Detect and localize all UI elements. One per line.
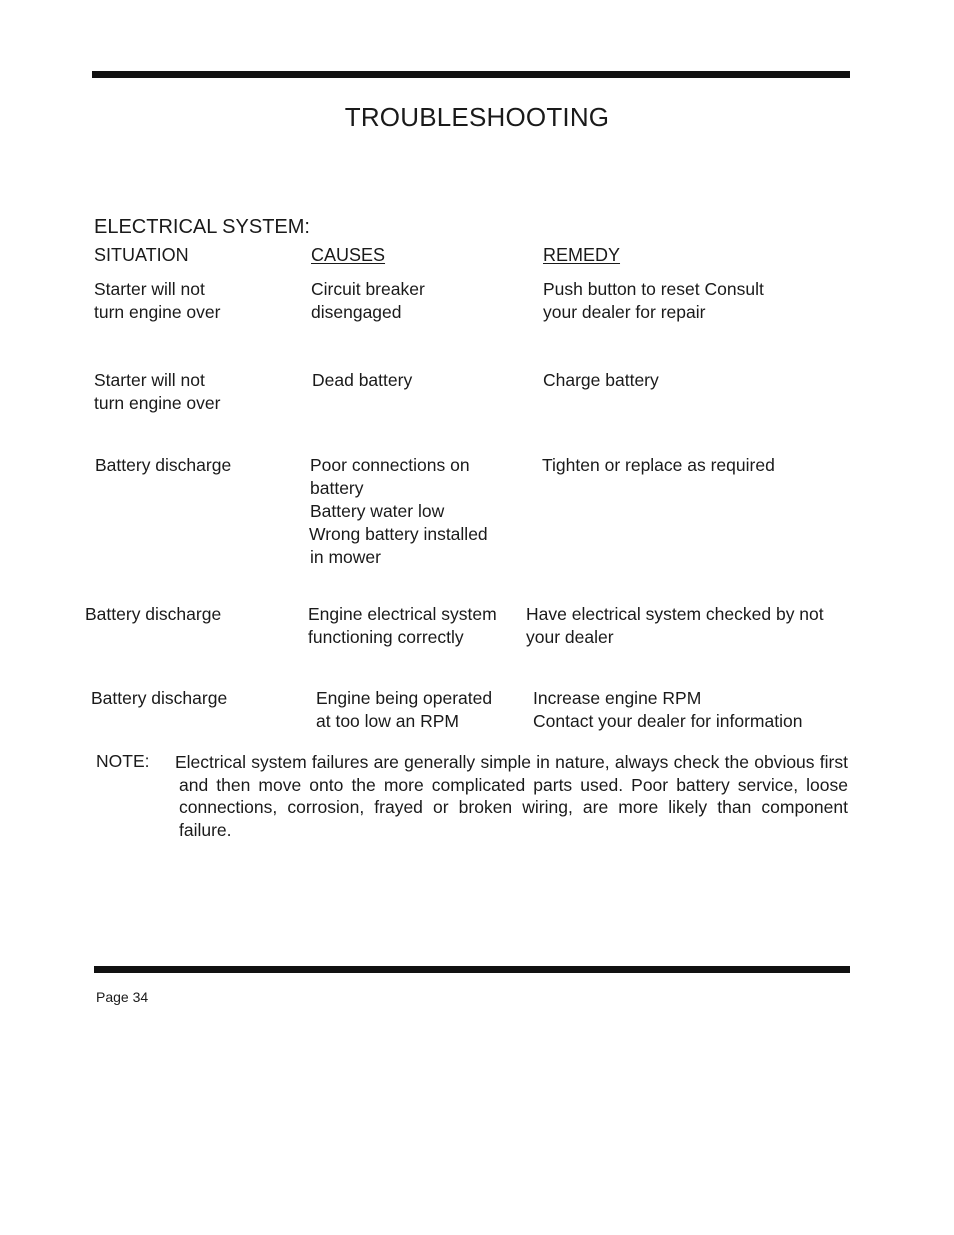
row-5-remedy-line-1: Increase engine RPM (533, 688, 702, 708)
row-4-causes-line-1: Engine electrical system (308, 604, 497, 624)
row-4-situation-line-1: Battery discharge (85, 604, 222, 624)
row-3-situation-line-1: Battery discharge (95, 455, 232, 475)
row-4-causes-line-2: functioning correctly (308, 627, 464, 647)
row-5-situation-line-1: Battery discharge (91, 688, 228, 708)
row-1-situation-line-2: turn engine over (94, 302, 221, 322)
row-2-causes (312, 369, 412, 392)
row-3-causes-line-2: battery (310, 478, 364, 498)
row-1-situation (94, 278, 220, 324)
row-1-remedy (543, 278, 764, 324)
row-1-remedy-line-2: your dealer for repair (543, 302, 706, 322)
row-3-causes (310, 454, 488, 569)
row-3-causes-line-5: in mower (310, 547, 381, 567)
page-title: TROUBLESHOOTING (344, 102, 610, 132)
row-4-remedy (526, 603, 824, 649)
page-number: Page 34 (96, 989, 149, 1005)
row-4-remedy-line-1: Have electrical system checked by not (526, 604, 824, 624)
row-5-causes (316, 687, 492, 733)
row-2-causes-line-1: Dead battery (312, 370, 413, 390)
column-header-causes: CAUSES (311, 245, 386, 265)
bottom-divider (94, 966, 850, 973)
row-2-remedy (543, 369, 659, 392)
row-5-remedy-line-2: Contact your dealer for information (533, 711, 803, 731)
column-header-situation: SITUATION (94, 245, 189, 265)
row-4-situation (85, 603, 221, 626)
column-header-remedy: REMEDY (543, 245, 621, 265)
row-2-situation-line-1: Starter will not (94, 370, 205, 390)
row-3-causes-line-1: Poor connections on (310, 455, 470, 475)
row-2-situation (94, 369, 220, 415)
row-3-remedy-line-1: Tighten or replace as required (542, 455, 775, 475)
row-3-situation (95, 454, 231, 477)
row-3-causes-line-3: Battery water low (310, 501, 445, 521)
row-5-causes-line-1: Engine being operated (316, 688, 493, 708)
row-3-causes-line-4: Wrong battery installed (309, 524, 488, 544)
row-5-remedy (533, 687, 802, 733)
row-1-causes (311, 278, 425, 324)
row-1-remedy-line-1: Push button to reset Consult (543, 279, 764, 299)
row-2-remedy-line-1: Charge battery (543, 370, 659, 390)
row-1-causes-line-2: disengaged (311, 302, 402, 322)
note-text: Electrical system failures are generally simple in nature, always check the obvious first and then move onto the more complicated parts used. Poor battery service, loose connections, corrosion, frayed or broken wiring, are more likely than component failure. (175, 752, 848, 840)
top-divider (92, 71, 850, 78)
row-5-situation (91, 687, 227, 710)
row-1-causes-line-1: Circuit breaker (311, 279, 425, 299)
row-4-causes (308, 603, 497, 649)
section-heading: ELECTRICAL SYSTEM: (94, 216, 310, 238)
row-5-causes-line-2: at too low an RPM (316, 711, 459, 731)
row-2-situation-line-2: turn engine over (94, 393, 221, 413)
row-3-remedy (542, 454, 775, 477)
row-4-remedy-line-2: your dealer (526, 627, 614, 647)
note-label: NOTE: (96, 751, 150, 771)
row-1-situation-line-1: Starter will not (94, 279, 205, 299)
